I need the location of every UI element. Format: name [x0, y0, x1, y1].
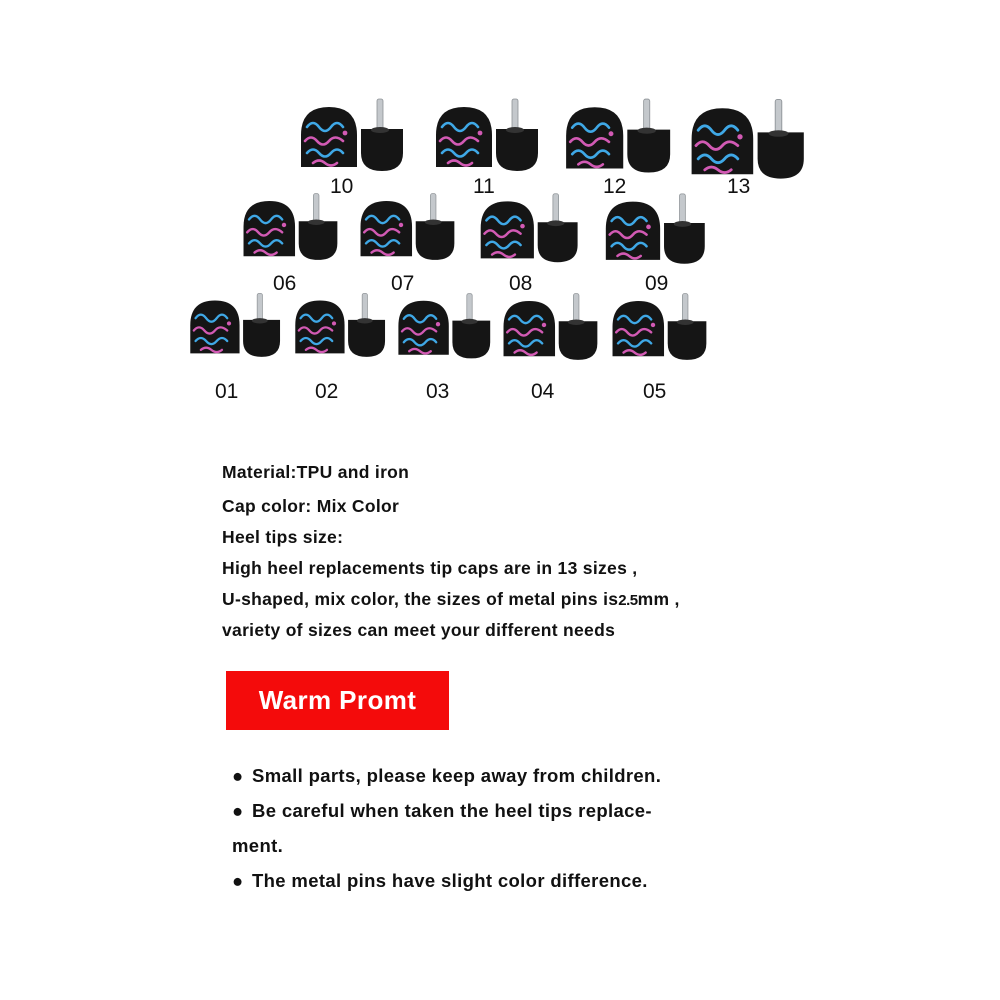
bullet-icon: ● — [232, 765, 244, 786]
cap-side-shape — [664, 223, 705, 264]
cap-side-shape — [538, 222, 578, 262]
size-label-05: 05 — [643, 380, 667, 403]
metal-pin-shape — [775, 99, 782, 132]
bullet-icon: ● — [232, 870, 244, 891]
pin-base-shape — [568, 319, 585, 325]
pin-base-shape — [677, 319, 694, 325]
cap-print-dot — [651, 323, 655, 327]
pin-base-shape — [547, 220, 564, 226]
cap-side-shape — [559, 321, 598, 360]
cap-side-shape — [243, 320, 280, 357]
size-label-09: 09 — [645, 272, 669, 295]
warning-item — [232, 795, 792, 830]
pin-base-shape — [769, 130, 789, 137]
warning-text: The metal pins have slight color difference. — [252, 870, 648, 891]
spec-line-pins — [222, 584, 862, 615]
cap-side-shape — [348, 320, 385, 357]
pin-base-shape — [638, 128, 656, 134]
cap-side-shape — [627, 130, 670, 173]
product-specs — [222, 457, 862, 646]
cap-side-shape — [668, 321, 707, 360]
cap-print-dot — [399, 223, 403, 227]
spec-pins-text: U-shaped, mix color, the sizes of metal pins is — [222, 589, 619, 609]
pin-base-shape — [506, 127, 524, 133]
cap-print-dot — [737, 134, 742, 139]
size-label-06: 06 — [273, 272, 297, 295]
metal-pin-shape — [682, 294, 688, 322]
size-label-03: 03 — [426, 380, 450, 403]
spec-cap-color: Cap color: Mix Color — [222, 496, 400, 516]
cap-print-dot — [542, 323, 546, 327]
metal-pin-shape — [553, 194, 559, 223]
metal-pin-shape — [512, 99, 518, 129]
bullet-icon: ● — [232, 800, 244, 821]
metal-pin-shape — [362, 294, 367, 320]
cap-print-dot — [436, 322, 440, 326]
warning-item — [232, 865, 792, 900]
warning-text: Small parts, please keep away from children. — [252, 765, 662, 786]
pin-base-shape — [308, 219, 325, 225]
spec-pins-size: 2.5 — [618, 592, 638, 609]
size-label-07: 07 — [391, 272, 415, 295]
spec-line-variety: variety of sizes can meet your different needs — [222, 620, 616, 640]
pin-base-shape — [252, 318, 268, 323]
cap-print-dot — [478, 131, 483, 136]
warm-prompt-title: Warm Promt — [258, 685, 417, 715]
heel-tip-05 — [607, 290, 737, 410]
spec-line-sizes: High heel replacements tip caps are in 13 sizes , — [222, 558, 638, 578]
size-label-02: 02 — [315, 380, 339, 403]
metal-pin-shape — [467, 294, 472, 321]
warning-item — [232, 760, 792, 795]
pin-base-shape — [371, 127, 389, 133]
cap-print-dot — [646, 225, 651, 230]
cap-print-dot — [282, 223, 286, 227]
pin-base-shape — [674, 221, 691, 227]
pin-base-shape — [357, 318, 373, 323]
spec-pins-unit: mm , — [637, 589, 680, 609]
cap-side-shape — [416, 221, 455, 260]
metal-pin-shape — [573, 294, 579, 322]
warning-text: Be careful when taken the heel tips replace- — [252, 800, 652, 821]
spec-material: Material:TPU and iron — [222, 462, 410, 482]
cap-side-shape — [452, 321, 490, 359]
cap-side-shape — [758, 132, 804, 178]
size-label-11: 11 — [473, 175, 495, 198]
metal-pin-shape — [644, 99, 650, 130]
size-label-01: 01 — [215, 380, 239, 403]
metal-pin-shape — [430, 194, 436, 222]
cap-print-dot — [609, 131, 614, 136]
cap-side-shape — [299, 221, 338, 260]
size-label-13: 13 — [727, 175, 751, 198]
size-label-04: 04 — [531, 380, 555, 403]
metal-pin-shape — [377, 99, 383, 129]
cap-print-dot — [227, 321, 231, 325]
cap-print-dot — [332, 321, 336, 325]
cap-side-shape — [361, 129, 403, 171]
size-label-10: 10 — [330, 175, 354, 198]
cap-print-dot — [343, 131, 348, 136]
product-photo — [0, 0, 1000, 430]
warning-list — [232, 760, 792, 900]
warning-continuation: ment. — [232, 835, 284, 856]
spec-size-heading: Heel tips size: — [222, 527, 344, 547]
size-label-08: 08 — [509, 272, 533, 295]
pin-base-shape — [461, 319, 477, 324]
metal-pin-shape — [313, 194, 319, 222]
cap-side-shape — [496, 129, 538, 171]
size-label-12: 12 — [603, 175, 627, 198]
cap-print-dot — [520, 224, 525, 229]
metal-pin-shape — [257, 294, 262, 320]
pin-base-shape — [425, 219, 442, 225]
warm-prompt-banner — [226, 671, 449, 730]
metal-pin-shape — [680, 194, 686, 223]
